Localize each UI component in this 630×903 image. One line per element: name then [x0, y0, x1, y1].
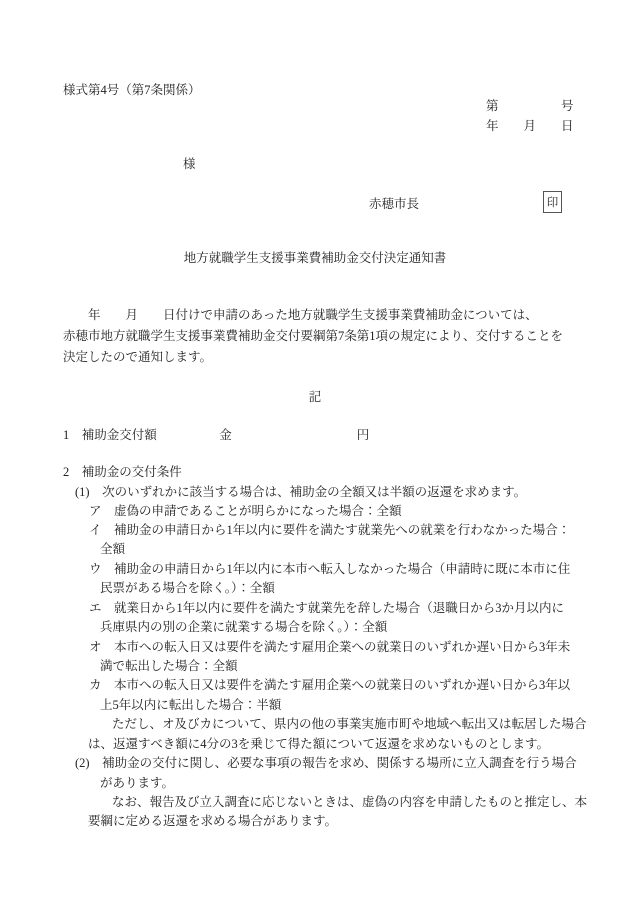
- condition-line: 満で転出した場合：全額: [100, 659, 238, 673]
- condition-line: 上5年以内に転出した場合：半額: [100, 698, 282, 712]
- condition-line: 兵庫県内の別の企業に就業する場合を除く。）：全額: [100, 620, 388, 634]
- condition-line: ウ 補助金の申請日から1年以内に本市へ転入しなかった場合（申請時に既に本市に住: [89, 562, 571, 576]
- condition-line: (2) 補助金の交付に関し、必要な事項の報告を求め、関係する場所に立入調査を行う場合: [75, 756, 577, 770]
- condition-line: カ 本市への転入日又は要件を満たす雇用企業への就業日のいずれか遅い日から3年以: [89, 678, 571, 692]
- condition-line: オ 本市への転入日又は要件を満たす雇用企業への就業日のいずれか遅い日から3年未: [89, 640, 571, 654]
- condition-line: があります。: [100, 776, 175, 790]
- condition-line: 全額: [100, 542, 126, 556]
- condition-line: (1) 次のいずれかに該当する場合は、補助金の全額又は半額の返還を求めます。: [75, 485, 527, 499]
- addressee-honorific: 様: [183, 157, 196, 171]
- issue-number-line: 第 号: [486, 99, 574, 113]
- official-seal-box: [543, 191, 562, 213]
- opening-line: 赤穂市地方就職学生支援事業費補助金交付要綱第7条第1項の規定により、交付することを: [63, 329, 564, 343]
- condition-line: エ 就業日から1年以内に要件を満たす就業先を辞した場合（退職日から3か月以内に: [89, 601, 565, 615]
- condition-line: ただし、オ及びカについて、県内の他の事業実施市町や地域へ転出又は転居した場合: [112, 717, 587, 731]
- issue-date-line: 年 月 日: [486, 119, 574, 133]
- record-marker: 記: [308, 390, 322, 404]
- opening-line: 決定したので通知します。: [63, 350, 213, 364]
- conditions-heading: 2 補助金の交付条件: [63, 465, 182, 479]
- condition-line: は、返還すべき額に4分の3を乗じて得た額について返還を求めないものとします。: [88, 737, 550, 751]
- seal-label: 印: [546, 197, 559, 209]
- opening-line: 年 月 日付けで申請のあった地方就職学生支援事業費補助金については、: [63, 308, 538, 322]
- condition-line: 要綱に定める返還を求める場合があります。: [88, 814, 338, 828]
- condition-line: 民票がある場合を除く。）：全額: [100, 581, 275, 595]
- condition-line: ア 虚偽の申請であることが明らかになった場合：全額: [89, 504, 402, 518]
- grant-amount-line: 1 補助金交付額 金 円: [63, 428, 370, 442]
- form-number: 様式第4号（第7条関係）: [63, 83, 201, 97]
- condition-line: なお、報告及び立入調査に応じないときは、虚偽の内容を申請したものと推定し、本: [112, 795, 588, 809]
- sender-title: 赤穂市長: [369, 197, 420, 211]
- condition-line: イ 補助金の申請日から1年以内に要件を満たす就業先への就業を行わなかった場合：: [89, 523, 571, 537]
- document-title: 地方就職学生支援事業費補助金交付決定通知書: [183, 251, 447, 265]
